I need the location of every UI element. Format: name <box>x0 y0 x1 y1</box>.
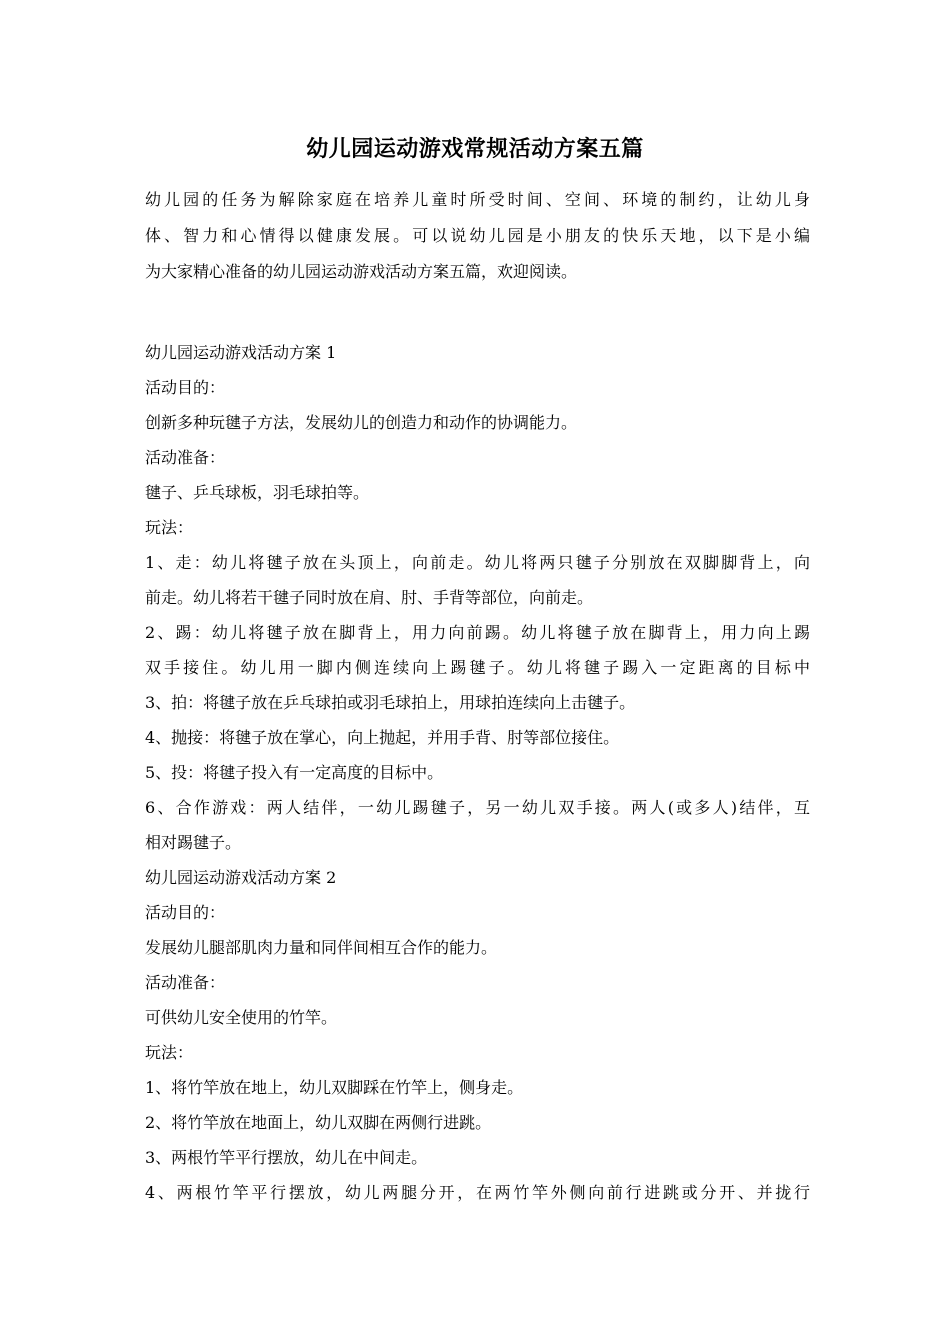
document-title: 幼儿园运动游戏常规活动方案五篇 <box>306 136 644 162</box>
text-line: 1、将竹竿放在地上，幼儿双脚踩在竹竿上，侧身走。 <box>145 1078 524 1097</box>
text-line: 体、智力和心情得以健康发展。可以说幼儿园是小朋友的快乐天地，以下是小编 <box>145 226 810 245</box>
text-line: 为大家精心准备的幼儿园运动游戏活动方案五篇，欢迎阅读。 <box>145 262 578 281</box>
text-line: 活动目的： <box>145 378 226 397</box>
text-line: 2、踢：幼儿将毽子放在脚背上，用力向前踢。幼儿将毽子放在脚背上，用力向上踢 <box>145 623 810 642</box>
text-line: 活动目的： <box>145 903 226 922</box>
document-body <box>145 182 810 1210</box>
text-line: 毽子、乒乓球板，羽毛球拍等。 <box>145 483 370 502</box>
section-heading: 幼儿园运动游戏活动方案 1 <box>145 343 337 362</box>
text-line: 玩法： <box>145 1043 194 1062</box>
text-line: 4、两根竹竿平行摆放，幼儿两腿分开，在两竹竿外侧向前行进跳或分开、并拢行 <box>145 1183 810 1202</box>
text-line: 幼儿园的任务为解除家庭在培养儿童时所受时间、空间、环境的制约，让幼儿身 <box>145 190 810 209</box>
text-line: 双手接住。幼儿用一脚内侧连续向上踢毽子。幼儿将毽子踢入一定距离的目标中 <box>145 658 810 677</box>
text-line: 活动准备： <box>145 973 226 992</box>
text-line: 3、拍：将毽子放在乒乓球拍或羽毛球拍上，用球拍连续向上击毽子。 <box>145 693 636 712</box>
paragraph-spacer <box>145 290 810 335</box>
text-line: 3、两根竹竿平行摆放，幼儿在中间走。 <box>145 1148 428 1167</box>
text-line: 活动准备： <box>145 448 226 467</box>
text-line: 4、抛接：将毽子放在掌心，向上抛起，并用手背、肘等部位接住。 <box>145 728 620 747</box>
text-line: 1、走：幼儿将毽子放在头顶上，向前走。幼儿将两只毽子分别放在双脚脚背上，向 <box>145 553 810 572</box>
text-line: 5、投：将毽子投入有一定高度的目标中。 <box>145 763 444 782</box>
intro-paragraph <box>145 182 810 290</box>
text-line: 可供幼儿安全使用的竹竿。 <box>145 1008 338 1027</box>
text-line: 创新多种玩毽子方法，发展幼儿的创造力和动作的协调能力。 <box>145 413 578 432</box>
text-line: 发展幼儿腿部肌肉力量和同伴间相互合作的能力。 <box>145 938 498 957</box>
text-line: 玩法： <box>145 518 194 537</box>
text-line: 前走。幼儿将若干毽子同时放在肩、肘、手背等部位，向前走。 <box>145 588 594 607</box>
text-line: 2、将竹竿放在地面上，幼儿双脚在两侧行进跳。 <box>145 1113 492 1132</box>
text-line: 相对踢毽子。 <box>145 833 242 852</box>
section-heading: 幼儿园运动游戏活动方案 2 <box>145 868 337 887</box>
text-line: 6、合作游戏：两人结伴，一幼儿踢毽子，另一幼儿双手接。两人(或多人)结伴，互 <box>145 798 810 817</box>
